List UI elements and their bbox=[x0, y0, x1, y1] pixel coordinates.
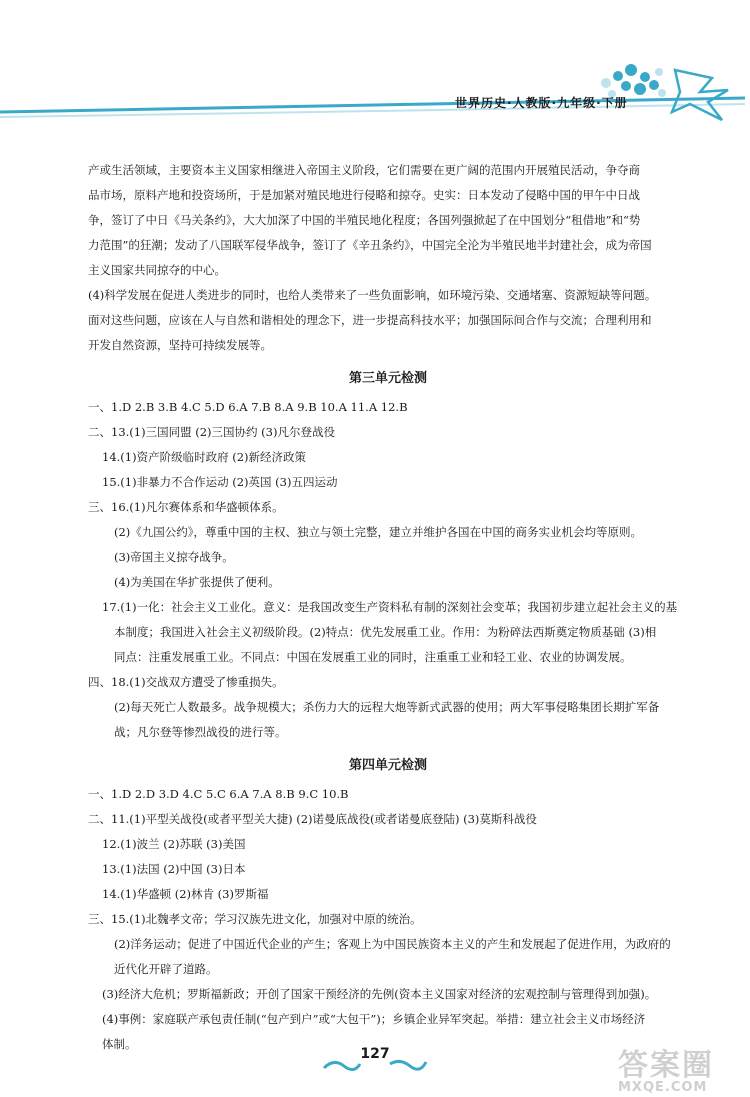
answer-content bbox=[88, 158, 688, 1057]
answer-line: (2)洋务运动；促进了中国近代企业的产生；客观上为中国民族资本主义的产生和发展起了促进作用，为政府的 bbox=[114, 937, 671, 951]
text-line: 力范围”的狂潮；发动了八国联军侵华战争，签订了《辛丑条约》，中国完全沦为半殖民地半封建社会，成为帝国 bbox=[88, 238, 652, 252]
text-line: (4)科学发展在促进人类进步的同时，也给人类带来了一些负面影响，如环境污染、交通堵塞、资源短缺等问题。 bbox=[88, 288, 657, 302]
answer-line: (4)事例：家庭联产承包责任制(“包产到户”或“大包干”)；乡镇企业异军突起。举措：建立社会主义市场经济 bbox=[102, 1012, 646, 1026]
answer-line: 12.(1)波兰 (2)苏联 (3)美国 bbox=[102, 837, 246, 851]
answer-line: (2)《九国公约》，尊重中国的主权、独立与领土完整，建立并维护各国在中国的商务实业机会均等原则。 bbox=[114, 525, 643, 539]
unit4-title: 第四单元检测 bbox=[348, 758, 427, 773]
answer-line: 13.(1)法国 (2)中国 (3)日本 bbox=[102, 862, 246, 876]
unit3-title: 第三单元检测 bbox=[348, 371, 427, 386]
page-number-area bbox=[320, 1046, 430, 1076]
header-decoration bbox=[0, 0, 750, 140]
answer-line: 一、1.D 2.D 3.D 4.C 5.C 6.A 7.A 8.B 9.C 10.B bbox=[88, 787, 349, 801]
answer-line: (3)帝国主义掠夺战争。 bbox=[114, 550, 234, 564]
answer-line: 三、15.(1)北魏孝文帝；学习汉族先进文化，加强对中原的统治。 bbox=[88, 912, 422, 926]
text-line: 品市场，原料产地和投资场所，于是加紧对殖民地进行侵略和掠夺。史实：日本发动了侵略中国的甲午中日战 bbox=[88, 188, 640, 202]
answer-line: (2)每天死亡人数最多。战争规模大；杀伤力大的远程大炮等新式武器的使用；两大军事侵略集团长期扩军备 bbox=[114, 700, 660, 714]
answer-line: 近代化开辟了道路。 bbox=[114, 962, 218, 976]
header-title: 世界历史·人教版·九年级·下册 bbox=[455, 96, 628, 110]
answer-line: 15.(1)非暴力不合作运动 (2)英国 (3)五四运动 bbox=[102, 475, 338, 489]
text-line: 争，签订了中日《马关条约》，大大加深了中国的半殖民地化程度；各国列强掀起了在中国划分“租借地”和“势 bbox=[88, 213, 641, 227]
text-line: 主义国家共同掠夺的中心。 bbox=[88, 263, 226, 277]
answer-line: 三、16.(1)凡尔赛体系和华盛顿体系。 bbox=[88, 500, 284, 514]
watermark-url: MXQE.COM bbox=[618, 1080, 708, 1095]
text-line: 产或生活领域，主要资本主义国家相继进入帝国主义阶段，它们需要在更广阔的范围内开展殖民活动，争夺商 bbox=[88, 163, 640, 177]
answer-line: 同点：注重发展重工业。不同点：中国在发展重工业的同时，注重重工业和轻工业、农业的协调发展。 bbox=[114, 650, 632, 664]
unit4-answers bbox=[88, 782, 688, 1057]
answer-line: 14.(1)华盛顿 (2)林肯 (3)罗斯福 bbox=[102, 887, 269, 901]
watermark bbox=[618, 1040, 714, 1095]
answer-line: 二、13.(1)三国同盟 (2)三国协约 (3)凡尔登战役 bbox=[88, 425, 335, 439]
watermark-logo-text: 答案圈 bbox=[618, 1048, 714, 1083]
answer-line: 体制。 bbox=[102, 1037, 137, 1051]
answer-line: 四、18.(1)交战双方遭受了惨重损失。 bbox=[88, 675, 284, 689]
unit3-answers bbox=[88, 395, 688, 745]
answer-line: 战；凡尔登等惨烈战役的进行等。 bbox=[114, 725, 287, 739]
answer-line: 本制度；我国进入社会主义初级阶段。(2)特点：优先发展重工业。作用：为粉碎法西斯奠定物质基础 (3)相 bbox=[114, 625, 657, 639]
answer-line: 二、11.(1)平型关战役(或者平型关大捷) (2)诺曼底战役(或者诺曼底登陆) (3)莫斯科战役 bbox=[88, 812, 537, 826]
text-line: 面对这些问题，应该在人与自然和谐相处的理念下，进一步提高科技水平；加强国际间合作与交流；合理利用和 bbox=[88, 313, 652, 327]
answer-line: 14.(1)资产阶级临时政府 (2)新经济政策 bbox=[102, 450, 307, 464]
answer-line: (3)经济大危机；罗斯福新政；开创了国家干预经济的先例(资本主义国家对经济的宏观控制与管理得到加强)。 bbox=[102, 987, 657, 1001]
answer-line: 17.(1)一化：社会主义工业化。意义：是我国改变生产资料私有制的深刻社会变革；我国初步建立起社会主义的基 bbox=[102, 600, 678, 614]
text-line: 开发自然资源，坚持可持续发展等。 bbox=[88, 338, 272, 352]
answer-line: (4)为美国在华扩张提供了便利。 bbox=[114, 575, 280, 589]
intro-block bbox=[88, 158, 688, 358]
page-number: 127 bbox=[360, 1046, 390, 1062]
answer-line: 一、1.D 2.B 3.B 4.C 5.D 6.A 7.B 8.A 9.B 10.A 11.A 12.B bbox=[88, 400, 408, 414]
